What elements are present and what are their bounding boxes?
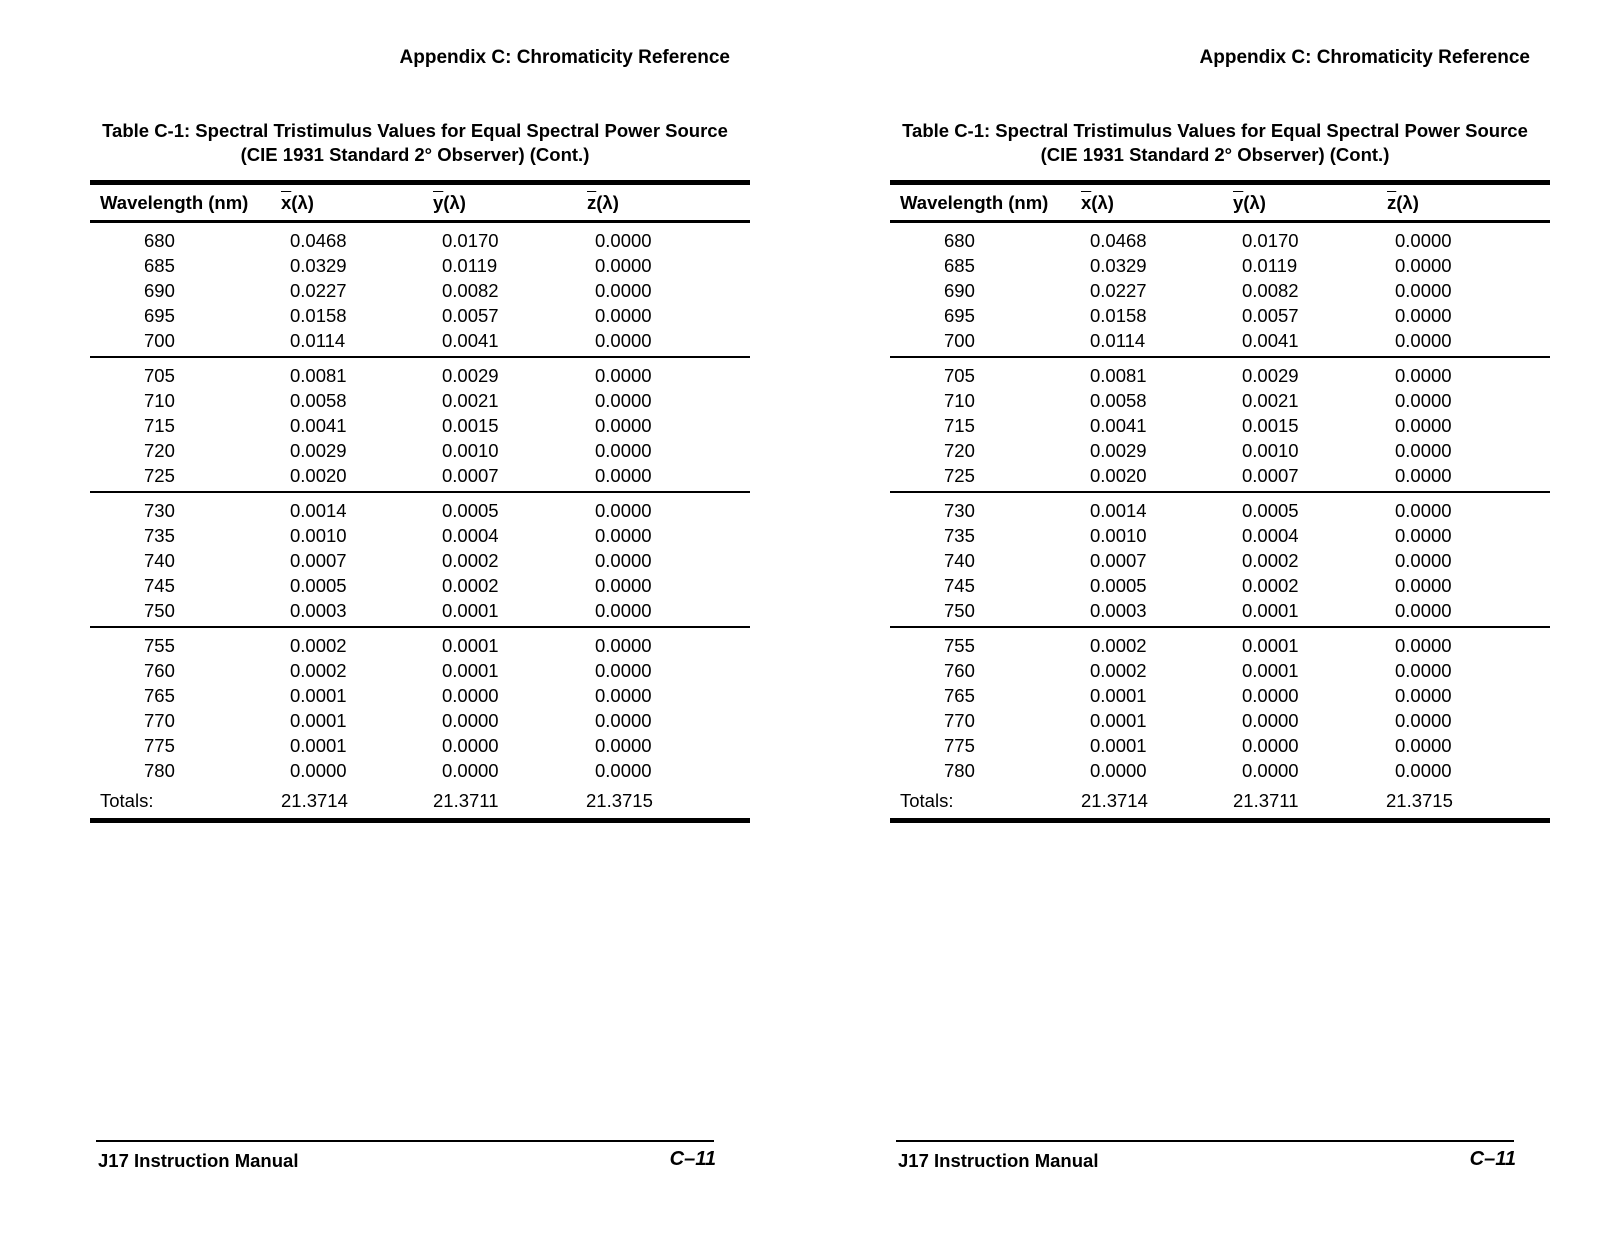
cell-x: 0.0014 — [1090, 500, 1147, 521]
cell-z: 0.0000 — [595, 660, 652, 681]
cell-wavelength: 755 — [944, 635, 975, 656]
cell-wavelength: 725 — [144, 465, 175, 486]
cell-x: 0.0005 — [290, 575, 347, 596]
row-group — [890, 628, 1550, 786]
cell-z: 0.0000 — [595, 525, 652, 546]
cell-wavelength: 740 — [144, 550, 175, 571]
cell-wavelength: 775 — [144, 735, 175, 756]
cell-x: 0.0158 — [1090, 305, 1147, 326]
table-row — [890, 413, 1550, 438]
table-row — [890, 363, 1550, 388]
table-title — [90, 119, 740, 167]
cell-x: 0.0003 — [1090, 600, 1147, 621]
cell-z: 0.0000 — [1395, 685, 1452, 706]
cell-y: 0.0002 — [442, 550, 499, 571]
table-row — [90, 523, 750, 548]
cell-z: 0.0000 — [595, 390, 652, 411]
table-bottom-rule — [90, 818, 750, 823]
cell-wavelength: 685 — [944, 255, 975, 276]
row-group — [890, 223, 1550, 356]
cell-z: 0.0000 — [595, 635, 652, 656]
column-header-z: $\overline{z}(\lambda)$ — [1387, 192, 1419, 213]
cell-y: 0.0002 — [442, 575, 499, 596]
table-row — [890, 498, 1550, 523]
table-row — [90, 463, 750, 488]
table-row — [890, 438, 1550, 463]
cell-y: 0.0000 — [442, 735, 499, 756]
cell-wavelength: 735 — [144, 525, 175, 546]
cell-wavelength: 720 — [144, 440, 175, 461]
cell-z: 0.0000 — [1395, 500, 1452, 521]
cell-y: 0.0001 — [1242, 635, 1299, 656]
running-head: Appendix C: Chromaticity Reference — [399, 47, 730, 68]
totals-label: Totals: — [900, 790, 954, 811]
totals-row — [890, 786, 1550, 818]
cell-y: 0.0007 — [1242, 465, 1299, 486]
cell-wavelength: 725 — [944, 465, 975, 486]
table-title-line-2: (CIE 1931 Standard 2° Observer) (Cont.) — [1040, 144, 1390, 165]
cell-x: 0.0158 — [290, 305, 347, 326]
cell-y: 0.0119 — [442, 255, 498, 276]
totals-row — [90, 786, 750, 818]
row-group — [90, 493, 750, 626]
table-header-row — [90, 185, 750, 220]
running-head: Appendix C: Chromaticity Reference — [1199, 47, 1530, 68]
cell-z: 0.0000 — [595, 685, 652, 706]
table-row — [890, 708, 1550, 733]
cell-z: 0.0000 — [595, 465, 652, 486]
cell-y: 0.0082 — [1242, 280, 1299, 301]
cell-y: 0.0021 — [1242, 390, 1299, 411]
table-row — [90, 573, 750, 598]
tristimulus-table — [90, 180, 750, 823]
cell-x: 0.0114 — [290, 330, 346, 351]
cell-x: 0.0002 — [1090, 635, 1147, 656]
column-header-wavelength: Wavelength (nm) — [100, 192, 249, 213]
cell-y: 0.0005 — [442, 500, 499, 521]
cell-y: 0.0002 — [1242, 550, 1299, 571]
footer-page-number: C–11 — [1469, 1148, 1516, 1170]
cell-wavelength: 750 — [144, 600, 175, 621]
cell-y: 0.0000 — [442, 685, 499, 706]
table-header-row — [890, 185, 1550, 220]
cell-z: 0.0000 — [595, 305, 652, 326]
cell-wavelength: 695 — [144, 305, 175, 326]
table-row — [90, 228, 750, 253]
table-row — [90, 498, 750, 523]
cell-y: 0.0001 — [1242, 660, 1299, 681]
cell-x: 0.0001 — [1090, 685, 1147, 706]
cell-y: 0.0015 — [1242, 415, 1299, 436]
cell-wavelength: 715 — [944, 415, 975, 436]
cell-z: 0.0000 — [1395, 305, 1452, 326]
cell-y: 0.0007 — [442, 465, 499, 486]
cell-y: 0.0001 — [442, 635, 499, 656]
total-y: 21.3711 — [1233, 790, 1299, 811]
cell-wavelength: 705 — [944, 365, 975, 386]
cell-z: 0.0000 — [1395, 550, 1452, 571]
cell-y: 0.0029 — [1242, 365, 1299, 386]
cell-x: 0.0001 — [1090, 710, 1147, 731]
cell-wavelength: 780 — [944, 760, 975, 781]
cell-wavelength: 685 — [144, 255, 175, 276]
table-row — [890, 328, 1550, 353]
column-header-x: $\overline{x}(\lambda)$ — [281, 192, 314, 213]
cell-x: 0.0001 — [290, 710, 347, 731]
cell-y: 0.0000 — [1242, 710, 1299, 731]
cell-x: 0.0000 — [290, 760, 347, 781]
cell-y: 0.0021 — [442, 390, 499, 411]
totals-label: Totals: — [100, 790, 154, 811]
row-group — [90, 223, 750, 356]
cell-z: 0.0000 — [1395, 330, 1452, 351]
cell-wavelength: 740 — [944, 550, 975, 571]
cell-x: 0.0081 — [1090, 365, 1147, 386]
cell-x: 0.0005 — [1090, 575, 1147, 596]
cell-z: 0.0000 — [1395, 255, 1452, 276]
cell-x: 0.0227 — [290, 280, 347, 301]
total-y: 21.3711 — [433, 790, 499, 811]
cell-y: 0.0001 — [442, 660, 499, 681]
cell-z: 0.0000 — [1395, 440, 1452, 461]
cell-y: 0.0170 — [442, 230, 499, 251]
row-group — [890, 493, 1550, 626]
column-header-z: $\overline{z}(\lambda)$ — [587, 192, 619, 213]
cell-x: 0.0041 — [1090, 415, 1147, 436]
total-x: 21.3714 — [1081, 790, 1148, 811]
table-title-line-1: Table C-1: Spectral Tristimulus Values for Equal Spectral Power Source — [902, 120, 1528, 141]
cell-y: 0.0001 — [442, 600, 499, 621]
footer-manual-title: J17 Instruction Manual — [98, 1150, 299, 1171]
column-header-y: $\overline{y}(\lambda)$ — [433, 192, 466, 213]
cell-z: 0.0000 — [1395, 230, 1452, 251]
table-row — [890, 598, 1550, 623]
cell-x: 0.0468 — [1090, 230, 1147, 251]
table-bottom-rule — [890, 818, 1550, 823]
cell-y: 0.0000 — [442, 760, 499, 781]
cell-y: 0.0119 — [1242, 255, 1298, 276]
cell-y: 0.0000 — [442, 710, 499, 731]
table-row — [890, 658, 1550, 683]
cell-wavelength: 735 — [944, 525, 975, 546]
cell-z: 0.0000 — [595, 735, 652, 756]
cell-z: 0.0000 — [595, 575, 652, 596]
cell-z: 0.0000 — [1395, 760, 1452, 781]
cell-x: 0.0468 — [290, 230, 347, 251]
overline-letter: $\overline{z}$ — [587, 192, 597, 213]
cell-wavelength: 700 — [944, 330, 975, 351]
table-row — [90, 598, 750, 623]
cell-x: 0.0002 — [290, 635, 347, 656]
cell-wavelength: 710 — [144, 390, 175, 411]
cell-z: 0.0000 — [595, 550, 652, 571]
cell-z: 0.0000 — [595, 600, 652, 621]
total-x: 21.3714 — [281, 790, 348, 811]
cell-y: 0.0004 — [1242, 525, 1299, 546]
cell-y: 0.0001 — [1242, 600, 1299, 621]
cell-x: 0.0081 — [290, 365, 347, 386]
table-row — [90, 633, 750, 658]
cell-wavelength: 710 — [944, 390, 975, 411]
table-row — [90, 438, 750, 463]
cell-y: 0.0041 — [442, 330, 499, 351]
table-row — [90, 413, 750, 438]
cell-x: 0.0329 — [1090, 255, 1147, 276]
table-row — [890, 633, 1550, 658]
table-row — [90, 708, 750, 733]
table-row — [890, 303, 1550, 328]
table-title — [890, 119, 1540, 167]
cell-z: 0.0000 — [595, 415, 652, 436]
column-header-x: $\overline{x}(\lambda)$ — [1081, 192, 1114, 213]
cell-z: 0.0000 — [1395, 600, 1452, 621]
cell-wavelength: 745 — [944, 575, 975, 596]
cell-z: 0.0000 — [1395, 390, 1452, 411]
table-row — [90, 328, 750, 353]
table-row — [890, 253, 1550, 278]
table-row — [890, 523, 1550, 548]
cell-x: 0.0003 — [290, 600, 347, 621]
table-row — [890, 758, 1550, 783]
cell-wavelength: 705 — [144, 365, 175, 386]
cell-wavelength: 760 — [944, 660, 975, 681]
cell-y: 0.0041 — [1242, 330, 1299, 351]
cell-z: 0.0000 — [1395, 465, 1452, 486]
table-row — [890, 388, 1550, 413]
row-group — [890, 358, 1550, 491]
cell-x: 0.0000 — [1090, 760, 1147, 781]
cell-z: 0.0000 — [595, 230, 652, 251]
cell-x: 0.0007 — [1090, 550, 1147, 571]
table-row — [890, 463, 1550, 488]
table-row — [90, 303, 750, 328]
cell-wavelength: 770 — [944, 710, 975, 731]
cell-z: 0.0000 — [1395, 575, 1452, 596]
table-row — [890, 683, 1550, 708]
cell-x: 0.0227 — [1090, 280, 1147, 301]
footer-manual-title: J17 Instruction Manual — [898, 1150, 1099, 1171]
table-row — [890, 278, 1550, 303]
cell-x: 0.0029 — [1090, 440, 1147, 461]
table-row — [890, 733, 1550, 758]
cell-z: 0.0000 — [595, 710, 652, 731]
cell-x: 0.0020 — [1090, 465, 1147, 486]
cell-z: 0.0000 — [1395, 415, 1452, 436]
cell-wavelength: 695 — [944, 305, 975, 326]
cell-y: 0.0057 — [1242, 305, 1299, 326]
table-row — [90, 388, 750, 413]
table-row — [90, 658, 750, 683]
tristimulus-table — [890, 180, 1550, 823]
cell-z: 0.0000 — [595, 440, 652, 461]
cell-wavelength: 680 — [944, 230, 975, 251]
cell-z: 0.0000 — [595, 500, 652, 521]
cell-wavelength: 715 — [144, 415, 175, 436]
cell-z: 0.0000 — [595, 760, 652, 781]
cell-z: 0.0000 — [595, 280, 652, 301]
cell-wavelength: 780 — [144, 760, 175, 781]
overline-letter: $\overline{z}$ — [1387, 192, 1397, 213]
cell-wavelength: 680 — [144, 230, 175, 251]
cell-y: 0.0000 — [1242, 760, 1299, 781]
overline-letter: $\overline{x}$ — [1081, 192, 1092, 213]
table-row — [890, 548, 1550, 573]
table-row — [90, 683, 750, 708]
cell-x: 0.0058 — [1090, 390, 1147, 411]
total-z: 21.3715 — [1386, 790, 1453, 811]
cell-y: 0.0005 — [1242, 500, 1299, 521]
cell-wavelength: 720 — [944, 440, 975, 461]
table-row — [90, 253, 750, 278]
cell-z: 0.0000 — [1395, 660, 1452, 681]
table-row — [90, 548, 750, 573]
cell-z: 0.0000 — [1395, 710, 1452, 731]
cell-z: 0.0000 — [1395, 735, 1452, 756]
cell-z: 0.0000 — [595, 255, 652, 276]
cell-x: 0.0041 — [290, 415, 347, 436]
cell-z: 0.0000 — [1395, 525, 1452, 546]
cell-x: 0.0014 — [290, 500, 347, 521]
row-group — [90, 628, 750, 786]
footer-rule — [896, 1140, 1514, 1142]
cell-x: 0.0007 — [290, 550, 347, 571]
cell-z: 0.0000 — [595, 365, 652, 386]
cell-x: 0.0329 — [290, 255, 347, 276]
cell-x: 0.0002 — [1090, 660, 1147, 681]
cell-wavelength: 755 — [144, 635, 175, 656]
cell-y: 0.0029 — [442, 365, 499, 386]
cell-z: 0.0000 — [1395, 635, 1452, 656]
cell-y: 0.0057 — [442, 305, 499, 326]
table-row — [90, 363, 750, 388]
cell-x: 0.0002 — [290, 660, 347, 681]
page-right — [800, 0, 1600, 1237]
cell-z: 0.0000 — [595, 330, 652, 351]
overline-letter: $\overline{y}$ — [1233, 192, 1244, 213]
cell-wavelength: 730 — [144, 500, 175, 521]
footer-rule — [96, 1140, 714, 1142]
table-row — [890, 573, 1550, 598]
footer-page-number: C–11 — [669, 1148, 716, 1170]
cell-wavelength: 690 — [144, 280, 175, 301]
cell-wavelength: 775 — [944, 735, 975, 756]
cell-y: 0.0010 — [442, 440, 499, 461]
cell-x: 0.0058 — [290, 390, 347, 411]
cell-y: 0.0170 — [1242, 230, 1299, 251]
cell-x: 0.0029 — [290, 440, 347, 461]
cell-wavelength: 690 — [944, 280, 975, 301]
row-group — [90, 358, 750, 491]
cell-wavelength: 760 — [144, 660, 175, 681]
cell-wavelength: 765 — [944, 685, 975, 706]
cell-wavelength: 765 — [144, 685, 175, 706]
cell-z: 0.0000 — [1395, 365, 1452, 386]
cell-x: 0.0001 — [290, 735, 347, 756]
cell-y: 0.0015 — [442, 415, 499, 436]
cell-x: 0.0001 — [1090, 735, 1147, 756]
cell-y: 0.0000 — [1242, 685, 1299, 706]
overline-letter: $\overline{x}$ — [281, 192, 292, 213]
column-header-wavelength: Wavelength (nm) — [900, 192, 1049, 213]
cell-wavelength: 770 — [144, 710, 175, 731]
cell-y: 0.0002 — [1242, 575, 1299, 596]
table-row — [90, 733, 750, 758]
cell-x: 0.0114 — [1090, 330, 1146, 351]
cell-y: 0.0004 — [442, 525, 499, 546]
total-z: 21.3715 — [586, 790, 653, 811]
cell-y: 0.0082 — [442, 280, 499, 301]
table-row — [890, 228, 1550, 253]
cell-wavelength: 700 — [144, 330, 175, 351]
cell-x: 0.0020 — [290, 465, 347, 486]
cell-wavelength: 750 — [944, 600, 975, 621]
table-row — [90, 278, 750, 303]
cell-wavelength: 745 — [144, 575, 175, 596]
cell-z: 0.0000 — [1395, 280, 1452, 301]
table-row — [90, 758, 750, 783]
table-title-line-1: Table C-1: Spectral Tristimulus Values for Equal Spectral Power Source — [102, 120, 728, 141]
cell-wavelength: 730 — [944, 500, 975, 521]
cell-y: 0.0010 — [1242, 440, 1299, 461]
cell-y: 0.0000 — [1242, 735, 1299, 756]
table-title-line-2: (CIE 1931 Standard 2° Observer) (Cont.) — [240, 144, 590, 165]
cell-x: 0.0001 — [290, 685, 347, 706]
overline-letter: $\overline{y}$ — [433, 192, 444, 213]
column-header-y: $\overline{y}(\lambda)$ — [1233, 192, 1266, 213]
cell-x: 0.0010 — [1090, 525, 1147, 546]
cell-x: 0.0010 — [290, 525, 347, 546]
